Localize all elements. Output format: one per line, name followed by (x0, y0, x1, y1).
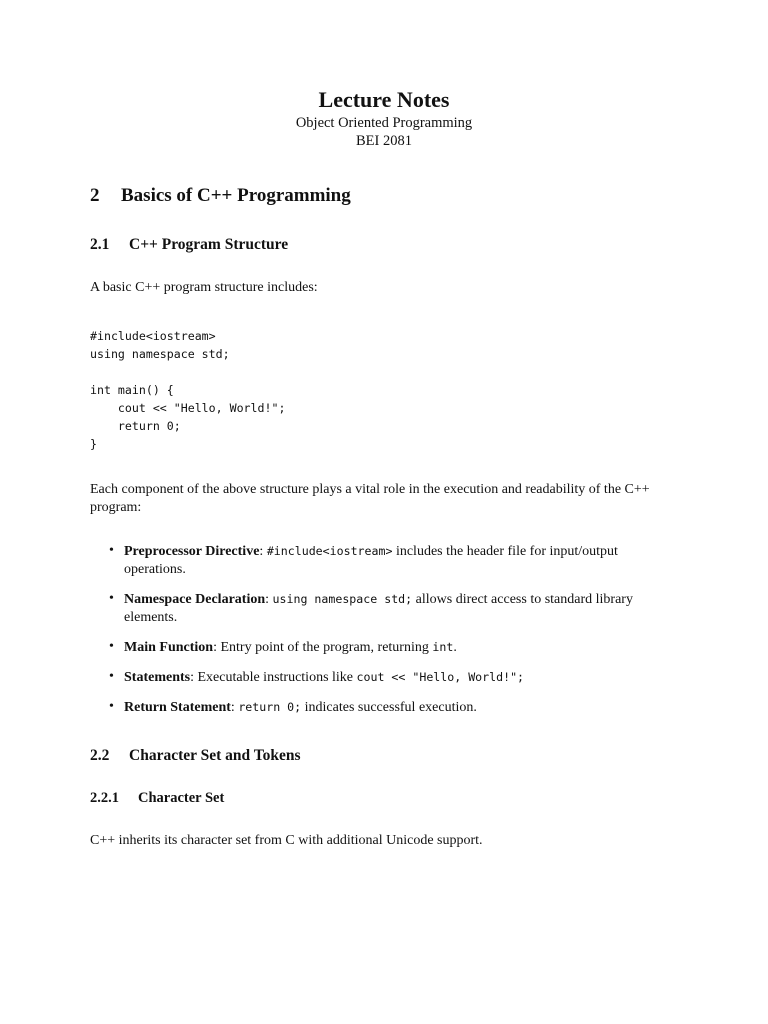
inline-code: #include<iostream> (266, 544, 393, 558)
list-item-term: Return Statement (124, 700, 231, 715)
inline-code: return 0; (238, 700, 302, 714)
section-heading (90, 185, 351, 207)
character-set-paragraph: C++ inherits its character set from C with additional Unicode support. (90, 833, 483, 848)
list-item (124, 590, 682, 627)
list-item-text: allows direct access to standard library elements. (124, 592, 633, 625)
subsubsection-title: Character Set (138, 790, 225, 806)
list-item (124, 698, 682, 717)
subsection-number: 2.2 (90, 747, 110, 764)
subsection-title: C++ Program Structure (129, 236, 289, 253)
code-block: #include<iostream> using namespace std; int main() { cout << "Hello, World!"; return 0; } (90, 329, 286, 451)
subsubsection-number: 2.2.1 (90, 790, 119, 806)
list-item-term: Statements (124, 670, 191, 685)
section-number: 2 (90, 185, 100, 206)
subsection-heading-2-2 (90, 747, 301, 765)
list-item-separator: : (213, 640, 221, 655)
inline-code: using namespace std; (272, 592, 413, 606)
document-title: Lecture Notes (318, 87, 450, 112)
list-item-text: . (453, 640, 457, 655)
list-item-term: Main Function (124, 640, 214, 655)
explanation-paragraph: Each component of the above structure plays a vital role in the execution and readability of the C++ program: (90, 482, 650, 515)
subsection-title: Character Set and Tokens (129, 747, 301, 764)
list-item-separator: : (265, 592, 273, 607)
list-item-text: indicates successful execution. (301, 700, 477, 715)
list-item-separator: : (259, 544, 267, 559)
list-item (124, 542, 682, 579)
component-list (124, 542, 682, 728)
subsection-number: 2.1 (90, 236, 110, 253)
course-code: BEI 2081 (356, 133, 412, 149)
title-block (0, 86, 768, 150)
list-item-text: includes the header file for input/output operations. (124, 544, 618, 577)
subsubsection-heading-2-2-1 (90, 790, 224, 807)
list-item (124, 638, 682, 657)
section-title: Basics of C++ Programming (121, 185, 351, 206)
list-item-separator: : (190, 670, 198, 685)
subsection-heading-2-1 (90, 236, 288, 254)
document-subtitle: Object Oriented Programming (295, 115, 473, 131)
list-item-term: Preprocessor Directive (124, 544, 260, 559)
inline-code: int (432, 640, 454, 654)
list-item (124, 668, 682, 687)
intro-paragraph: A basic C++ program structure includes: (90, 280, 318, 295)
list-item-text-before: Entry point of the program, returning (220, 640, 433, 655)
list-item-text-before: Executable instructions like (197, 670, 357, 685)
list-item-separator: : (230, 700, 239, 715)
inline-code: cout << "Hello, World!"; (356, 670, 525, 684)
list-item-term: Namespace Declaration (124, 592, 266, 607)
